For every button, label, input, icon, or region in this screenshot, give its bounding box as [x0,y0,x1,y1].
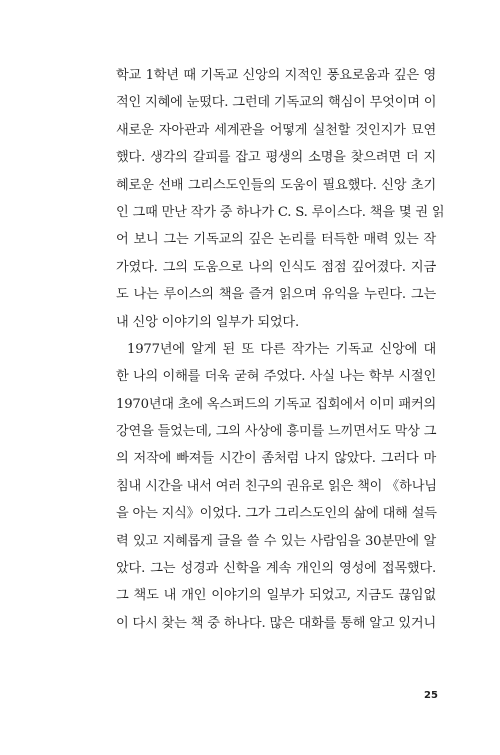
text-line: 았다. 그는 성경과 신학을 계속 개인의 영성에 접목했다. [116,561,436,577]
text-line: 가였다. 그의 도움으로 나의 인식도 점점 깊어졌다. 지금 [116,259,436,275]
text-line: 했다. 생각의 갈피를 잡고 평생의 소명을 찾으려면 더 지 [116,150,436,166]
text-line: 력 있고 지혜롭게 글을 쓸 수 있는 사람임을 30분만에 알 [116,533,436,549]
text-line: 학교 1학년 때 기독교 신앙의 지적인 풍요로움과 깊은 영 [116,68,436,83]
body-text [116,62,445,637]
text-line: 인 그때 만난 작가 중 하나가 C. S. 루이스다. 책을 몇 권 읽 [116,204,445,220]
text-line: 1970년대 초에 옥스퍼드의 기독교 집회에서 이미 패커의 [116,396,437,412]
text-line: 그 책도 내 개인 이야기의 일부가 되었고, 지금도 끊임없 [116,588,436,604]
text-line: 적인 지혜에 눈떴다. 그런데 기독교의 핵심이 무엇이며 이 [116,95,437,111]
text-line-paragraph-end: 내 신앙 이야기의 일부가 되었다. [116,314,299,330]
text-line: 새로운 자아관과 세계관을 어떻게 실천할 것인지가 묘연 [116,122,436,138]
text-line: 을 아는 지식》이었다. 그가 그리스도인의 삶에 대해 설득 [116,506,437,522]
text-line: 혜로운 선배 그리스도인들의 도움이 필요했다. 신앙 초기 [116,177,436,193]
text-line: 도 나는 루이스의 책을 즐겨 읽으며 유익을 누린다. 그는 [116,287,436,303]
text-line-paragraph-start: 1977년에 알게 된 또 다른 작가는 기독교 신앙에 대 [127,341,436,357]
text-line: 어 보니 그는 기독교의 깊은 논리를 터득한 매력 있는 작 [116,232,436,248]
text-line: 한 나의 이해를 더욱 굳혀 주었다. 사실 나는 학부 시절인 [116,369,436,385]
text-line: 침내 시간을 내서 여러 친구의 권유로 읽은 책이 《하나님 [116,478,437,494]
page-number: 25 [424,690,438,701]
text-line: 이 다시 찾는 책 중 하나다. 많은 대화를 통해 알고 있거니 [116,615,436,631]
text-line: 강연을 들었는데, 그의 사상에 흥미를 느끼면서도 막상 그 [116,424,437,440]
text-line: 의 저작에 빠져들 시간이 좀처럼 나지 않았다. 그러다 마 [116,451,436,467]
